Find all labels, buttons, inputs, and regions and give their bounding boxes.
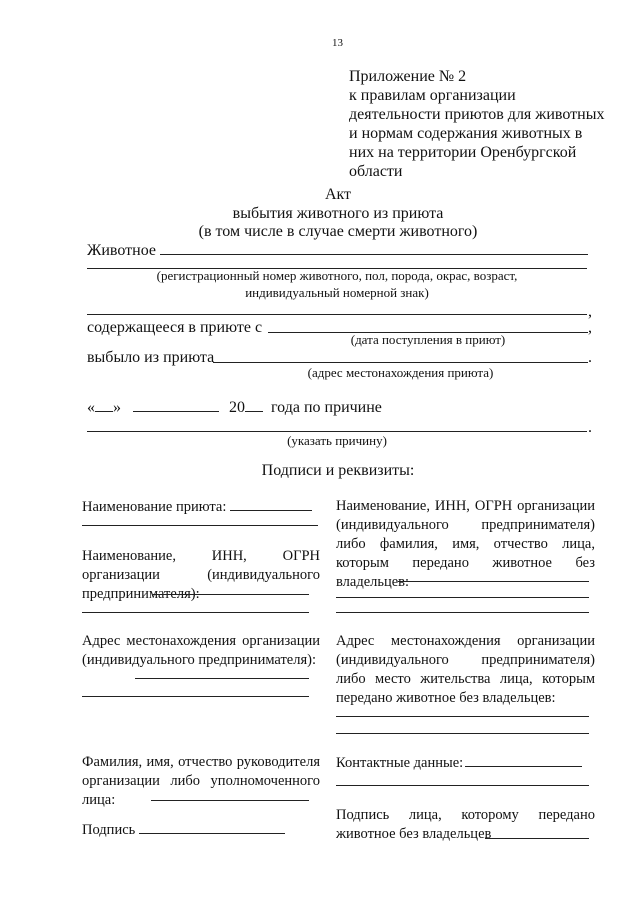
title-line: (в том числе в случае смерти животного) xyxy=(198,223,478,240)
head-name-label: Фамилия, имя, отчество руководителя организации либо уполномоченного лица: xyxy=(82,754,320,808)
signature-input[interactable] xyxy=(139,820,285,834)
signatures-heading: Подписи и реквизиты: xyxy=(261,462,415,479)
admission-date-hint: (дата поступления в приют) xyxy=(350,332,506,347)
contacts-label: Контактные данные: xyxy=(336,755,464,771)
appendix-line: и нормам содержания животных в xyxy=(349,125,583,142)
recipient-address-input-line[interactable] xyxy=(336,716,589,717)
recipient-signature-input-line[interactable] xyxy=(485,838,589,839)
org-info-input-line[interactable] xyxy=(152,594,309,595)
signature-label: Подпись xyxy=(82,822,136,838)
recipient-info-label: Наименование, ИНН, ОГРН организации (индивидуального предпринимателя) либо фамилия, имя, отчество лица, которым передано животное без владельцев: xyxy=(336,498,595,590)
day-input[interactable] xyxy=(95,398,113,412)
org-address-label: Адрес местонахождения организации (индивидуального предпринимателя): xyxy=(82,633,320,668)
page-number: 13 xyxy=(332,37,343,49)
appendix-line: них на территории Оренбургской xyxy=(349,144,577,161)
left-shelter-label: выбыло из приюта xyxy=(87,349,215,366)
reason-hint: (указать причину) xyxy=(287,433,387,448)
open-quote: « xyxy=(87,399,95,416)
animal-hint: (регистрационный номер животного, пол, порода, окрас, возраст, xyxy=(156,268,518,283)
contacts-input[interactable] xyxy=(465,753,582,767)
year-prefix: 20 xyxy=(229,399,245,416)
signature-row xyxy=(82,820,285,840)
period: . xyxy=(588,419,592,436)
appendix-line: области xyxy=(349,163,403,180)
shelter-address-input-line[interactable] xyxy=(213,362,588,363)
appendix-line: к правилам организации xyxy=(349,87,516,104)
appendix-line: деятельности приютов для животных xyxy=(349,106,605,123)
date-row xyxy=(87,398,382,417)
kept-since-label: содержащееся в приюте с xyxy=(87,319,263,336)
org-info-input-line-2[interactable] xyxy=(82,612,309,613)
recipient-address-label: Адрес местонахождения организации (индивидуального предпринимателя) либо место жительства лица, которым передано животное без владельцев: xyxy=(336,633,595,706)
recipient-address-input-line-2[interactable] xyxy=(336,733,589,734)
year-input[interactable] xyxy=(245,398,263,412)
recipient-info-input-line[interactable] xyxy=(398,581,589,582)
shelter-name-row xyxy=(82,497,312,517)
recipient-info-input-line-2[interactable] xyxy=(336,597,589,598)
contacts-row xyxy=(336,753,582,773)
shelter-name-input[interactable] xyxy=(230,497,312,511)
org-address-input-line[interactable] xyxy=(135,678,309,679)
month-input[interactable] xyxy=(133,398,219,412)
comma: , xyxy=(588,319,592,336)
comma: , xyxy=(588,303,592,320)
contacts-input-line-2[interactable] xyxy=(336,785,589,786)
shelter-name-label: Наименование приюта: xyxy=(82,499,227,515)
head-name-input-line[interactable] xyxy=(151,800,309,801)
reason-label: года по причине xyxy=(271,399,382,416)
org-address-input-line-2[interactable] xyxy=(82,696,309,697)
animal-hint: индивидуальный номерной знак) xyxy=(245,285,429,300)
period: . xyxy=(588,349,592,366)
appendix-line: Приложение № 2 xyxy=(349,68,467,85)
shelter-name-input-line-2[interactable] xyxy=(82,525,318,526)
shelter-address-hint: (адрес местонахождения приюта) xyxy=(307,365,494,380)
reason-input-line[interactable] xyxy=(87,431,587,432)
recipient-signature-label: Подпись лица, которому передано животное без владельцев xyxy=(336,807,595,842)
title-line: выбытия животного из приюта xyxy=(232,205,444,222)
animal-label: Животное xyxy=(87,242,156,259)
recipient-info-input-line-3[interactable] xyxy=(336,612,589,613)
close-quote: » xyxy=(113,399,121,416)
animal-input-line[interactable] xyxy=(160,254,588,255)
org-info-label: Наименование, ИНН, ОГРН организации (индивидуального предпринимателя): xyxy=(82,548,320,602)
animal-input-line-3[interactable] xyxy=(87,314,587,315)
title-line: Акт xyxy=(324,186,352,203)
